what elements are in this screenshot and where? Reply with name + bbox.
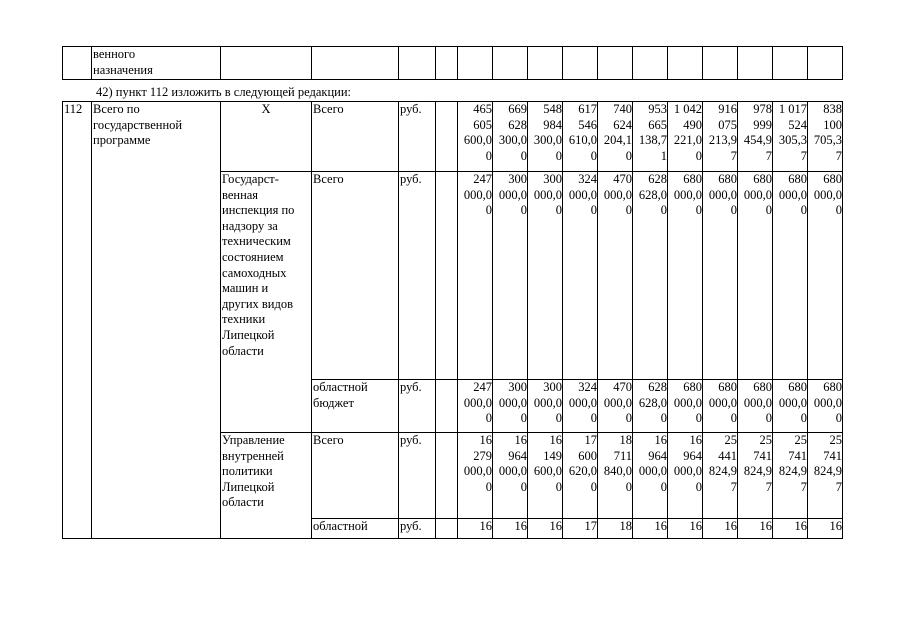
value-cell: 16 964 000,0 0 [633, 433, 668, 519]
empty-cell [458, 47, 493, 80]
executor-cell: Х [221, 102, 312, 172]
value-cell: 680 000,0 0 [738, 380, 773, 433]
empty-cell [633, 47, 668, 80]
value-cell: 680 000,0 0 [738, 172, 773, 380]
source-cell: Всего [312, 433, 399, 519]
empty-cell [738, 47, 773, 80]
empty-cell [436, 380, 458, 433]
empty-cell [808, 47, 843, 80]
executor-cell: Государст- венная инспекция по надзору за техническим состоянием самоходных машин и других видов техники Липецкой области [221, 172, 312, 433]
value-cell: 16 [668, 519, 703, 539]
value-cell: 16 [808, 519, 843, 539]
value-cell: 16 964 000,0 0 [493, 433, 528, 519]
empty-cell [399, 47, 436, 80]
value-cell: 740 624 204,1 0 [598, 102, 633, 172]
value-cell: 300 000,0 0 [528, 172, 563, 380]
value-cell: 680 000,0 0 [703, 172, 738, 380]
value-cell: 548 984 300,0 0 [528, 102, 563, 172]
program-name-cell: Всего по государственной программе [92, 102, 221, 539]
table-row [63, 102, 843, 172]
value-cell: 669 628 300,0 0 [493, 102, 528, 172]
value-cell: 680 000,0 0 [773, 172, 808, 380]
empty-cell [563, 47, 598, 80]
empty-cell [436, 47, 458, 80]
value-cell: 16 [703, 519, 738, 539]
value-cell: 17 600 620,0 0 [563, 433, 598, 519]
source-cell: областной [312, 519, 399, 539]
value-cell: 18 [598, 519, 633, 539]
empty-cell [436, 433, 458, 519]
value-cell: 838 100 705,3 7 [808, 102, 843, 172]
unit-cell: руб. [399, 102, 436, 172]
value-cell: 1 042 490 221,0 0 [668, 102, 703, 172]
value-cell: 25 441 824,9 7 [703, 433, 738, 519]
value-cell: 16 279 000,0 0 [458, 433, 493, 519]
value-cell: 953 665 138,7 1 [633, 102, 668, 172]
row-number-cell [63, 47, 92, 80]
value-cell: 247 000,0 0 [458, 172, 493, 380]
value-cell: 465 605 600,0 0 [458, 102, 493, 172]
value-cell: 17 [563, 519, 598, 539]
value-cell: 628 628,0 0 [633, 172, 668, 380]
unit-cell: руб. [399, 519, 436, 539]
value-cell: 680 000,0 0 [703, 380, 738, 433]
value-cell: 300 000,0 0 [493, 380, 528, 433]
value-cell: 25 741 824,9 7 [808, 433, 843, 519]
value-cell: 300 000,0 0 [528, 380, 563, 433]
value-cell: 16 [633, 519, 668, 539]
value-cell: 25 741 824,9 7 [738, 433, 773, 519]
unit-cell: руб. [399, 172, 436, 380]
empty-cell [436, 519, 458, 539]
empty-cell [436, 172, 458, 380]
amendment-note [62, 85, 351, 100]
value-cell: 1 017 524 305,3 7 [773, 102, 808, 172]
empty-cell [703, 47, 738, 80]
empty-cell [528, 47, 563, 80]
value-cell: 300 000,0 0 [493, 172, 528, 380]
value-cell: 16 [458, 519, 493, 539]
value-cell: 628 628,0 0 [633, 380, 668, 433]
value-cell: 680 000,0 0 [773, 380, 808, 433]
empty-cell [598, 47, 633, 80]
unit-cell: руб. [399, 380, 436, 433]
unit-cell: руб. [399, 433, 436, 519]
value-cell: 16 [738, 519, 773, 539]
value-cell: 16 [493, 519, 528, 539]
empty-cell [773, 47, 808, 80]
row-number-cell: 112 [63, 102, 92, 539]
source-cell: областной бюджет [312, 380, 399, 433]
value-cell: 16 964 000,0 0 [668, 433, 703, 519]
value-cell: 16 [528, 519, 563, 539]
executor-cell: Управление внутренней политики Липецкой области [221, 433, 312, 539]
empty-cell [221, 47, 312, 80]
value-cell: 680 000,0 0 [668, 172, 703, 380]
table-row [63, 47, 843, 80]
empty-cell [312, 47, 399, 80]
value-cell: 25 741 824,9 7 [773, 433, 808, 519]
value-cell: 680 000,0 0 [808, 172, 843, 380]
value-cell: 470 000,0 0 [598, 172, 633, 380]
value-cell: 916 075 213,9 7 [703, 102, 738, 172]
value-cell: 680 000,0 0 [808, 380, 843, 433]
program-table [62, 101, 843, 539]
value-cell: 16 149 600,0 0 [528, 433, 563, 519]
empty-cell [668, 47, 703, 80]
value-cell: 617 546 610,0 0 [563, 102, 598, 172]
table-previous-fragment [62, 46, 843, 80]
value-cell: 247 000,0 0 [458, 380, 493, 433]
value-cell: 680 000,0 0 [668, 380, 703, 433]
value-cell: 324 000,0 0 [563, 380, 598, 433]
program-name-cell: венного назначения [92, 47, 221, 80]
amendment-note-text: 42) пункт 112 изложить в следующей редакции: [96, 85, 352, 99]
value-cell: 978 999 454,9 7 [738, 102, 773, 172]
value-cell: 18 711 840,0 0 [598, 433, 633, 519]
value-cell: 16 [773, 519, 808, 539]
empty-cell [436, 102, 458, 172]
empty-cell [493, 47, 528, 80]
value-cell: 470 000,0 0 [598, 380, 633, 433]
value-cell: 324 000,0 0 [563, 172, 598, 380]
source-cell: Всего [312, 102, 399, 172]
source-cell: Всего [312, 172, 399, 380]
